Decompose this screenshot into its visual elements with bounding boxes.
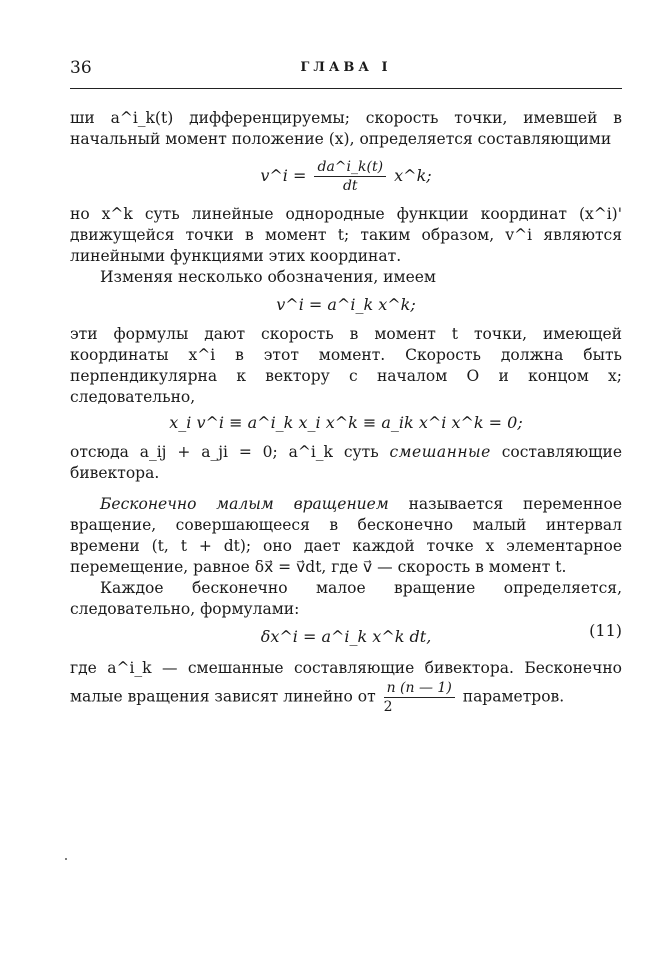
formula-1-rhs: x^k; (394, 166, 432, 185)
formula-1-numerator: da^i_k(t) (314, 158, 386, 177)
paragraph-8 (70, 658, 622, 716)
paragraph-7: Каждое бесконечно малое вращение определяется, следовательно, формулами: (70, 579, 622, 618)
paragraph-2: но x^k суть линейные однородные функции координат (x^i)' движущейся точки в момент t; таким образом, v^i являются линейными функциями этих координат. (70, 205, 622, 265)
paragraph-5-start: отсюда a_ij + a_ji = 0; a^i_k суть (70, 443, 390, 461)
paragraph-5 (70, 442, 622, 484)
page-number: 36 (70, 58, 92, 78)
paragraph-3: Изменяя несколько обозначения, имеем (100, 268, 436, 286)
print-speck (65, 858, 67, 860)
term-mixed: смешанные (389, 443, 491, 461)
paragraph-6 (70, 494, 622, 578)
paragraph-4: эти формулы дают скорость в момент t точки, имеющей координаты x^i в этот момент. Скорость должна быть перпендикулярна к вектору с началом O и концом x; следовательно, (70, 325, 622, 406)
formula-11-body: δx^i = a^i_k x^k dt, (260, 627, 432, 646)
page-header (70, 58, 622, 82)
parameter-count-fraction (384, 679, 455, 716)
fraction-numerator: n (n — 1) (384, 679, 455, 698)
formula-1-lhs: v^i = (260, 166, 307, 185)
formula-11 (70, 620, 622, 658)
term-infinitesimal-rotation: Бесконечно малым вращением (100, 495, 389, 513)
paragraph-8-end: параметров. (462, 687, 565, 706)
formula-orthogonality: x_i v^i ≡ a^i_k x_i x^k ≡ a_ik x^i x^k = 0; (169, 413, 523, 432)
formula-1-fraction (314, 158, 386, 195)
header-rule (70, 88, 622, 89)
paragraph-6-rest: называется переменное вращение, совершающееся в бесконечно малый интервал времени (t, t + dt); оно дает каждой точке x элементарное перемещение, равное δx⃗ = v⃗dt, где v⃗ — скорость в момент t. (70, 495, 623, 576)
paragraph-1: ши a^i_k(t) дифференцируемы; скорость точки, имевшей в начальный момент положение (x), определяется составляющими (70, 109, 622, 148)
formula-velocity: v^i = a^i_k x^k; (276, 295, 416, 314)
formula-velocity-derivative (70, 150, 622, 204)
formula-1-denominator: dt (342, 178, 358, 194)
page-body (70, 108, 622, 716)
paragraph-5-end: составляющие бивектора. (70, 443, 622, 482)
paragraph-8-start: где a^i_k — смешанные составляющие бивектора. Бесконечно малые вращения зависят линейно от (70, 659, 622, 706)
equation-number: (11) (589, 621, 622, 640)
running-title: ГЛАВА I (300, 60, 392, 75)
fraction-denominator: 2 (383, 699, 393, 715)
